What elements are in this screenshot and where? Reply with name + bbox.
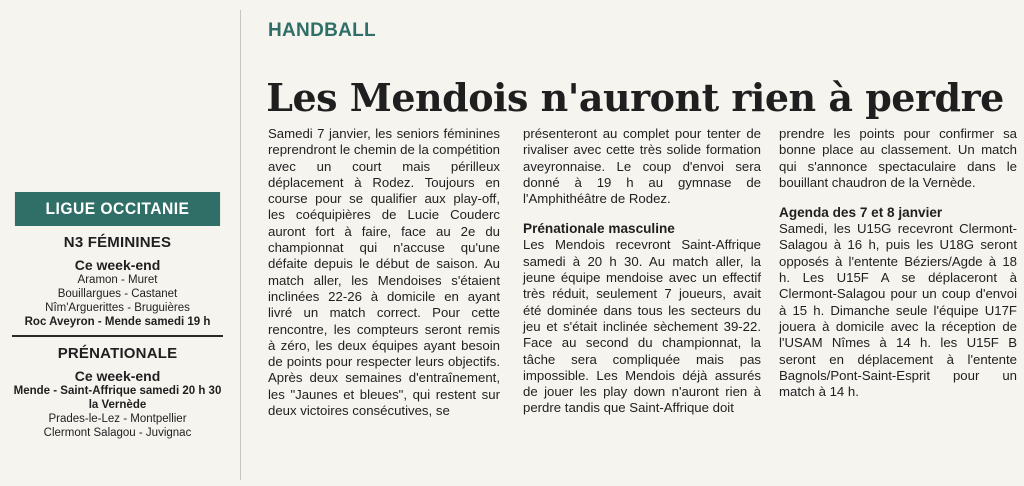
subheading: Agenda des 7 et 8 janvier: [779, 205, 943, 221]
n3-section-title: N3 FÉMININES: [63, 234, 172, 251]
n3-highlight-match: Roc Aveyron - Mende samedi 19 h: [24, 316, 211, 328]
column-rule: [240, 10, 241, 480]
article-column-1: [268, 126, 500, 419]
n3-match: Nîm'Arguerittes - Bruguières: [45, 302, 190, 314]
n3-weekend-label: Ce week-end: [74, 257, 161, 273]
results-sidebar: [6, 192, 229, 454]
article-kicker: HANDBALL: [268, 20, 376, 41]
prenat-weekend-label: Ce week-end: [74, 368, 161, 384]
subheading: Prénationale masculine: [523, 221, 675, 237]
n3-match: Aramon - Muret: [77, 274, 158, 286]
paragraph: Samedi 7 janvier, les seniors féminines reprendront le chemin de la compétition avec un court mais périlleux déplacement à Rodez. Toujours en course pour se qualifier aux play-off, les coéquipières de Lucie Couderc auront fort à faire, face au 2e du championnat qui n'accuse qu'une défaite depuis le début de saison. Au match aller, les Mendoises s'étaient inclinées 22-26 à domicile en ayant livré un match correct. Pour cette rencontre, les compteurs seront remis à zéro, les deux équipes ayant besoin de points pour respecter leurs objectifs. Après deux semaines d'entraînement, les "Jaunes et bleues", qui restent sur deux victoires consécutives, se: [268, 126, 500, 419]
prenat-highlight-match: Mende - Saint-Affrique samedi 20 h 30: [13, 385, 222, 397]
prenat-section-title: PRÉNATIONALE: [57, 345, 178, 362]
sidebar-header: LIGUE OCCITANIE: [15, 192, 220, 226]
article-headline: Les Mendois n'auront rien à perdre: [266, 75, 1004, 121]
article-column-2: [523, 126, 761, 417]
paragraph: Samedi, les U15G recevront Clermont-Salagou à 16 h, puis les U18G seront opposés à l'entente Béziers/Agde à 18 h. Les U15F A se déplaceront à Clermont-Salagou pour un coup d'envoi à 15 h. Dimanche seule l'équipe U17F jouera à domicile avec la réception de l'USAM Nîmes à 14 h. les U15F B seront en déplacement à l'entente Bagnols/Pont-Saint-Esprit pour un match à 14 h.: [779, 221, 1017, 400]
paragraph: Les Mendois recevront Saint-Affrique samedi à 20 h 30. Au match aller, la jeune équipe mendoise avec un effectif très réduit, seulement 7 joueurs, avait été dominée dans tous les secteurs du jeu et s'était inclinée sèchement 39-22. Face au second du championnat, la tâche sera compliquée mais pas impossible. Les Mendois déjà assurés de jouer les play down n'auront rien à perdre tandis que Saint-Affrique doit: [523, 237, 761, 416]
paragraph: prendre les points pour confirmer sa bonne place au classement. Un match qui s'annonce spectaculaire dans le bouillant chaudron de la Vernède.: [779, 126, 1017, 190]
prenat-highlight-venue: la Vernède: [88, 399, 147, 411]
article-column-3: [779, 126, 1017, 400]
sidebar-divider: [12, 335, 223, 337]
n3-match: Bouillargues - Castanet: [57, 288, 178, 300]
prenat-match: Clermont Salagou - Juvignac: [43, 427, 192, 439]
paragraph: présenteront au complet pour tenter de rivaliser avec cette très solide formation aveyronnaise. Le coup d'envoi sera donné à 19 h au gymnase de l'Amphithéâtre de Rodez.: [523, 126, 761, 207]
prenat-match: Prades-le-Lez - Montpellier: [48, 413, 187, 425]
